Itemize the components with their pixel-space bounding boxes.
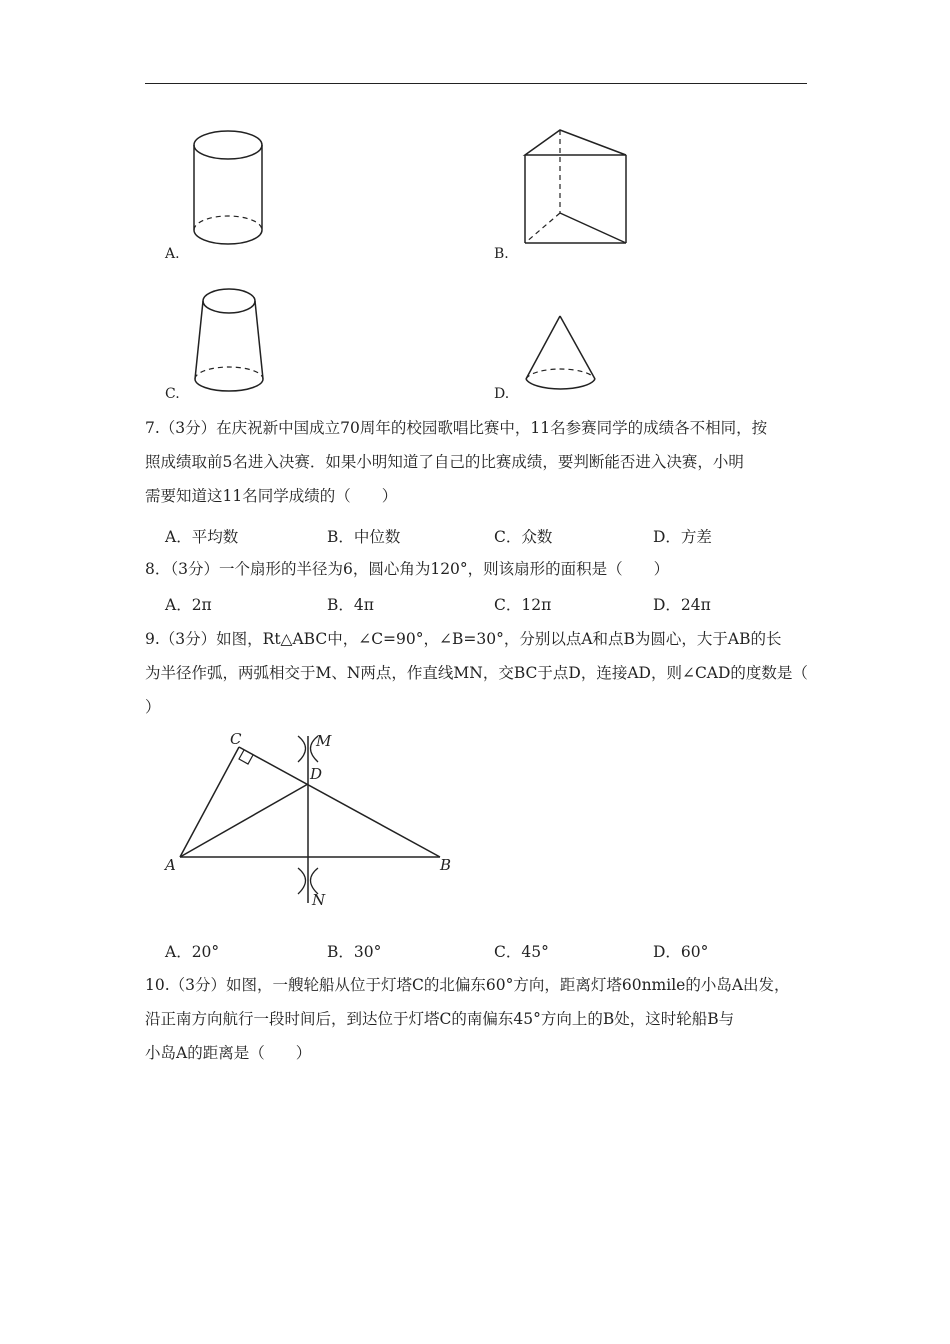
cylinder-figure [190,130,270,250]
option-c-label: C. [165,386,180,402]
header-rule [145,83,807,84]
question-10-line-2: 沿正南方向航行一段时间后，到达位于灯塔C的南偏东45°方向上的B处，这时轮船B与 [145,1010,735,1028]
question-10-line-1: 10.（3分）如图，一艘轮船从位于灯塔C的北偏东60°方向，距离灯塔60nmile的小岛A出发， [145,976,790,994]
option-a-label: A. [165,246,180,262]
cone-figure [522,313,602,398]
question-9-options [165,940,805,964]
q9-option-d: D．60° [653,943,709,961]
label-d: D [310,765,323,783]
question-9 [145,622,813,724]
q8-option-b: B．4π [327,596,374,614]
label-c: C [230,730,242,748]
q7-option-a: A．平均数 [165,528,239,546]
q7-option-c: C．众数 [494,528,553,546]
q9-option-b: B．30° [327,943,382,961]
question-9-line-1: 9.（3分）如图，Rt△ABC中，∠C=90°，∠B=30°，分别以点A和点B为圆心，大于AB的长 [145,630,782,648]
q9-option-a: A．20° [165,943,220,961]
question-10 [145,968,813,1070]
question-7-options [165,525,805,549]
q8-option-c: C．12π [494,596,552,614]
question-7-line-3: 需要知道这11名同学成绩的（ ） [145,487,398,505]
q9-option-c: C．45° [494,943,549,961]
question-9-line-2: 为半径作弧，两弧相交于M、N两点，作直线MN，交BC于点D，连接AD，则∠CAD的度数是（ [145,664,808,682]
label-b: B [440,856,452,874]
label-m: M [316,732,332,750]
question-7 [145,411,813,513]
label-n: N [312,891,326,909]
triangular-prism-figure [520,125,635,250]
option-b-label: B. [494,246,509,262]
label-a: A [165,856,176,874]
q7-option-d: D．方差 [653,528,712,546]
question-7-line-2: 照成绩取前5名进入决赛．如果小明知道了自己的比赛成绩，要判断能否进入决赛，小明 [145,453,744,471]
question-8 [145,552,813,586]
frustum-figure [192,285,272,395]
question-8-line-1: 8．（3分）一个扇形的半径为6，圆心角为120°，则该扇形的面积是（ ） [145,560,670,578]
question-10-line-3: 小岛A的距离是（ ） [145,1044,312,1062]
q7-option-b: B．中位数 [327,528,401,546]
q8-option-d: D．24π [653,596,711,614]
question-9-line-3: ） [145,698,161,716]
question-8-options [165,593,805,617]
option-d-label: D. [494,386,510,402]
triangle-construction-figure [160,728,460,913]
q8-option-a: A．2π [165,596,212,614]
question-7-line-1: 7.（3分）在庆祝新中国成立70周年的校园歌唱比赛中，11名参赛同学的成绩各不相同，按 [145,419,768,437]
